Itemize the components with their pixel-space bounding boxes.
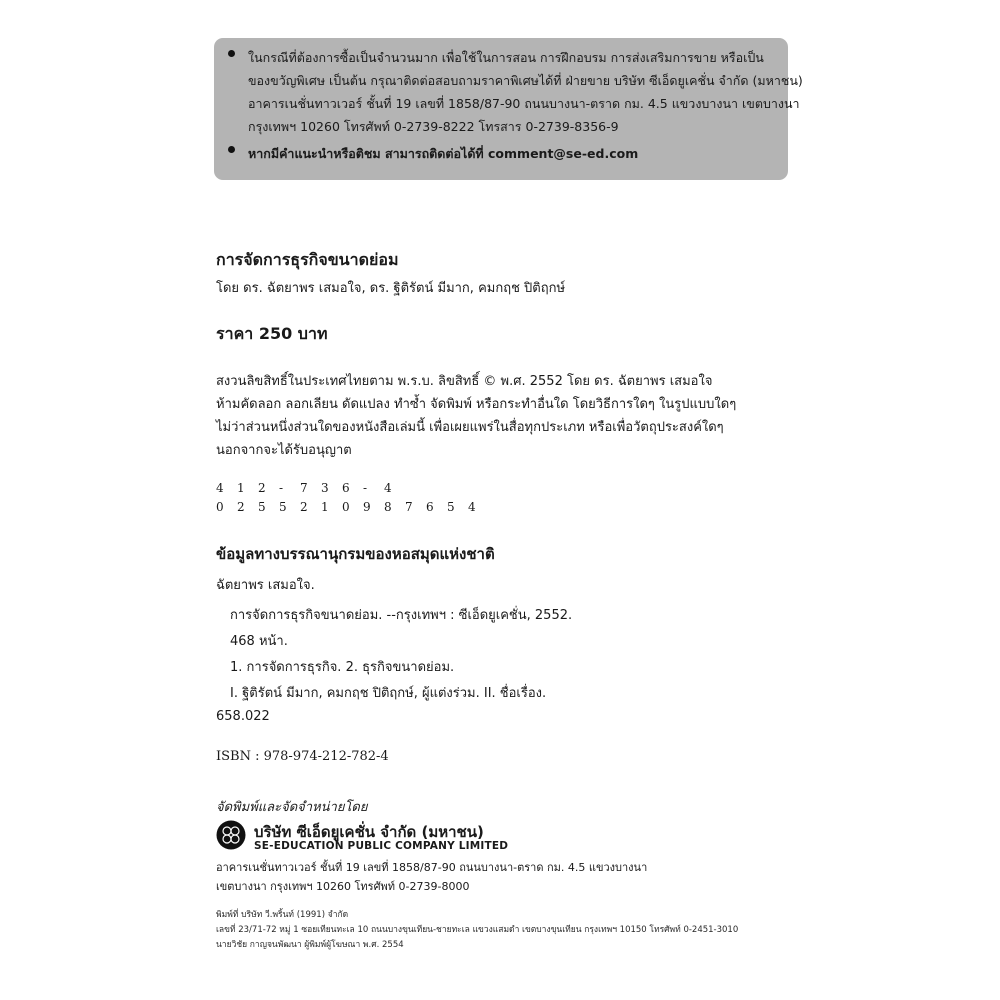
code-digit: 8 xyxy=(384,500,392,514)
code-digit: 9 xyxy=(363,500,371,514)
cip-entry: การจัดการธุรกิจขนาดย่อม. --กรุงเทพฯ : ซีเอ็ดยูเคชั่น, 2552. xyxy=(230,608,573,623)
copyright-line: ห้ามคัดลอก ลอกเลียน ดัดแปลง ทำซ้ำ จัดพิมพ์ หรือกระทำอื่นใด โดยวิธีการใดๆ ในรูปแบบใดๆ xyxy=(216,397,737,412)
code-digit: 5 xyxy=(447,500,455,514)
publisher-name-english: SE-EDUCATION PUBLIC COMPANY LIMITED xyxy=(254,840,509,852)
notice-line: ของขวัญพิเศษ เป็นต้น กรุณาติดต่อสอบถามราคาพิเศษได้ที่ ฝ่ายขาย บริษัท ซีเอ็ดยูเคชั่น จำกัด (มหาชน) xyxy=(248,73,803,88)
notice-line: กรุงเทพฯ 10260 โทรศัพท์ 0-2739-8222 โทรสาร 0-2739-8356-9 xyxy=(248,119,619,134)
bulk-order-notice xyxy=(228,46,803,138)
publisher-label: จัดพิมพ์และจัดจำหน่ายโดย xyxy=(216,800,368,815)
code-digit: - xyxy=(279,481,284,495)
feedback-line: หากมีคำแนะนำหรือติชม สามารถติดต่อได้ที่ comment@se-ed.com xyxy=(248,146,639,161)
isbn: ISBN : 978-974-212-782-4 xyxy=(216,749,389,764)
bulk-order-notice-box xyxy=(214,38,803,180)
feedback-notice xyxy=(228,142,778,165)
cip-entry: I. ฐิติรัตน์ มีมาก, คมกฤช ปิติฤกษ์, ผู้แต่งร่วม. II. ชื่อเรื่อง. xyxy=(230,686,547,701)
bullet-icon xyxy=(228,146,235,153)
publisher-address-line: เขตบางนา กรุงเทพฯ 10260 โทรศัพท์ 0-2739-8000 xyxy=(216,880,470,893)
printer-line: นายวิชัย กาญจนพัฒนา ผู้พิมพ์ผู้โฆษณา พ.ศ. 2554 xyxy=(216,940,404,950)
cip-entry: 1. การจัดการธุรกิจ. 2. ธุรกิจขนาดย่อม. xyxy=(230,660,455,675)
copyright-line: นอกจากจะได้รับอนุญาต xyxy=(216,443,352,458)
printing-code-row-2 xyxy=(216,500,489,514)
cip-entry: 468 หน้า. xyxy=(230,634,288,649)
book-authors: โดย ดร. ฉัตยาพร เสมอใจ, ดร. ฐิติรัตน์ มีมาก, คมกฤช ปิติฤกษ์ xyxy=(216,281,566,296)
copyright-notice xyxy=(216,370,736,462)
code-digit: 1 xyxy=(237,481,245,495)
printer-info xyxy=(216,908,738,953)
code-digit: 5 xyxy=(258,500,266,514)
copyright-line: สงวนลิขสิทธิ์ในประเทศไทยตาม พ.ร.บ. ลิขสิทธิ์ © พ.ศ. 2552 โดย ดร. ฉัตยาพร เสมอใจ xyxy=(216,374,713,389)
cip-heading: ข้อมูลทางบรรณานุกรมของหอสมุดแห่งชาติ xyxy=(216,545,495,563)
publisher-address xyxy=(216,858,647,896)
code-digit: 2 xyxy=(237,500,245,514)
bullet-icon xyxy=(228,50,235,57)
code-digit: 1 xyxy=(321,500,329,514)
printing-code-row-1 xyxy=(216,481,405,495)
cip-classification: 658.022 xyxy=(216,709,270,724)
code-digit: 0 xyxy=(342,500,350,514)
code-digit: 0 xyxy=(216,500,224,514)
book-price: ราคา 250 บาท xyxy=(216,324,328,343)
code-digit: 7 xyxy=(300,481,308,495)
code-digit: 4 xyxy=(468,500,476,514)
code-digit: 7 xyxy=(405,500,413,514)
printer-line: พิมพ์ที่ บริษัท วี.พริ้นท์ (1991) จำกัด xyxy=(216,910,349,920)
copyright-line: ไม่ว่าส่วนหนึ่งส่วนใดของหนังสือเล่มนี้ เพื่อเผยแพร่ในสื่อทุกประเภท หรือเพื่อวัตถุประสงค์ใดๆ xyxy=(216,420,724,435)
code-digit: 5 xyxy=(279,500,287,514)
code-digit: 2 xyxy=(300,500,308,514)
publisher-address-line: อาคารเนชั่นทาวเวอร์ ชั้นที่ 19 เลขที่ 1858/87-90 ถนนบางนา-ตราด กม. 4.5 แขวงบางนา xyxy=(216,861,648,874)
code-digit: 6 xyxy=(342,481,350,495)
code-digit: 4 xyxy=(216,481,224,495)
notice-line: ในกรณีที่ต้องการซื้อเป็นจำนวนมาก เพื่อใช้ในการสอน การฝึกอบรม การส่งเสริมการขาย หรือเป็น xyxy=(248,50,764,65)
code-digit: 3 xyxy=(321,481,329,495)
book-title: การจัดการธุรกิจขนาดย่อม xyxy=(216,250,399,269)
code-digit: 4 xyxy=(384,481,392,495)
code-digit: 6 xyxy=(426,500,434,514)
cip-author: ฉัตยาพร เสมอใจ. xyxy=(216,578,315,593)
publisher-logo-icon xyxy=(216,820,246,850)
publisher-name-thai: บริษัท ซีเอ็ดยูเคชั่น จำกัด (มหาชน) xyxy=(254,823,484,841)
code-digit: - xyxy=(363,481,368,495)
notice-line: อาคารเนชั่นทาวเวอร์ ชั้นที่ 19 เลขที่ 1858/87-90 ถนนบางนา-ตราด กม. 4.5 แขวงบางนา เขตบางนา xyxy=(248,96,800,111)
printer-line: เลขที่ 23/71-72 หมู่ 1 ซอยเทียนทะเล 10 ถนนบางขุนเทียน-ชายทะเล แขวงแสมดำ เขตบางขุนเทียน กรุงเทพฯ 10150 โทรศัพท์ 0-2451-3010 xyxy=(216,925,739,935)
code-digit: 2 xyxy=(258,481,266,495)
